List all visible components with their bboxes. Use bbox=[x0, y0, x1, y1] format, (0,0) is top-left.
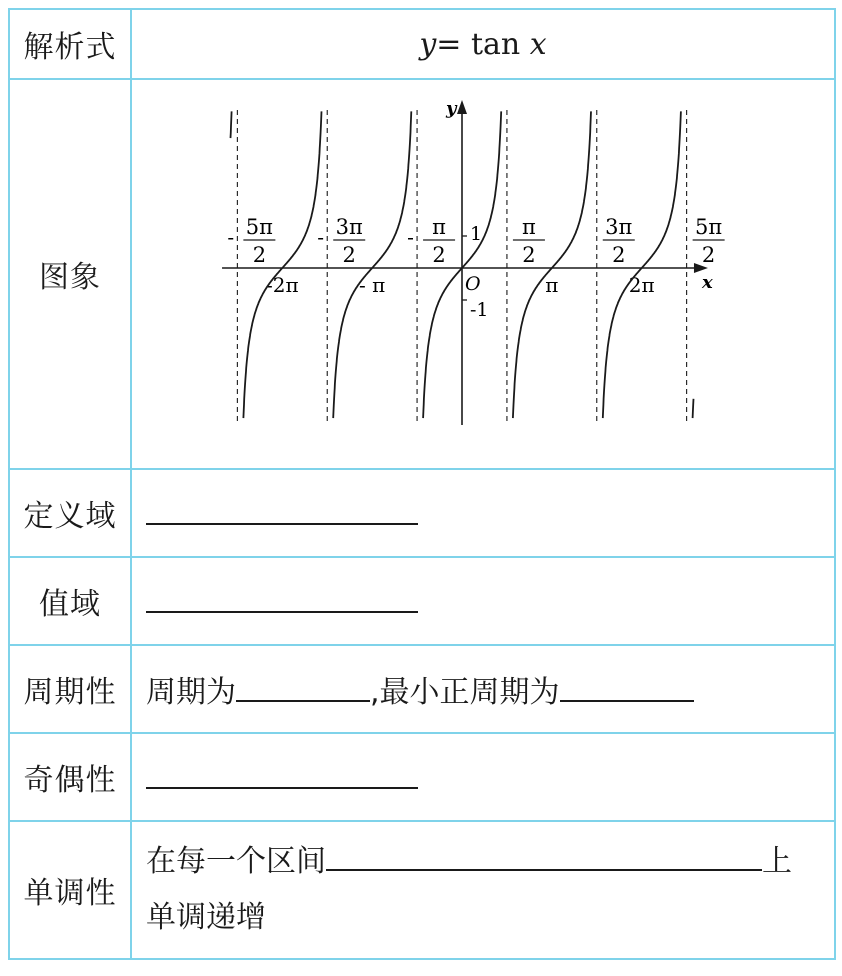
asymptote-label-den: 2 bbox=[342, 243, 356, 267]
formula-y: y bbox=[419, 26, 437, 62]
range-cell bbox=[131, 557, 835, 645]
period-cell bbox=[131, 645, 835, 733]
label-period: 周期性 bbox=[9, 645, 131, 733]
asymptote-label-sign: - bbox=[227, 225, 235, 249]
y-tick-label: 1 bbox=[470, 223, 483, 245]
period-blank[interactable] bbox=[236, 670, 370, 702]
range-blank[interactable] bbox=[146, 581, 418, 613]
asymptote-label-den: 2 bbox=[432, 243, 446, 267]
min-period-blank[interactable] bbox=[560, 670, 694, 702]
row-formula bbox=[9, 9, 835, 79]
asymptote-label-num: 5π bbox=[695, 215, 723, 239]
graph-cell bbox=[131, 79, 835, 469]
mono-text-1: 在每一个区间 bbox=[146, 844, 326, 879]
label-range: 值域 bbox=[9, 557, 131, 645]
domain-blank[interactable] bbox=[146, 493, 418, 525]
asymptote-label-num: 3π bbox=[335, 215, 363, 239]
asymptote-label-den: 2 bbox=[701, 243, 716, 267]
parity-cell bbox=[131, 733, 835, 821]
x-tick-label: - π bbox=[359, 273, 386, 297]
row-parity bbox=[9, 733, 835, 821]
row-range bbox=[9, 557, 835, 645]
row-domain bbox=[9, 469, 835, 557]
label-domain: 定义域 bbox=[9, 469, 131, 557]
domain-cell bbox=[131, 469, 835, 557]
x-tick-label: -2π bbox=[265, 273, 299, 297]
y-axis-label: y bbox=[446, 98, 457, 119]
period-text-2: ,最小正周期为 bbox=[370, 675, 560, 710]
tan-branch bbox=[231, 111, 232, 138]
asymptote-label-num: 5π bbox=[245, 215, 273, 239]
tangent-properties-table bbox=[8, 8, 836, 960]
asymptote-label-num: π bbox=[522, 215, 536, 239]
asymptote-label-den: 2 bbox=[252, 243, 267, 267]
parity-blank[interactable] bbox=[146, 757, 418, 789]
row-graph bbox=[9, 79, 835, 469]
origin-label: O bbox=[465, 273, 481, 295]
label-formula: 解析式 bbox=[9, 9, 131, 79]
y-tick-label: -1 bbox=[470, 299, 489, 321]
monotonicity-cell bbox=[131, 821, 835, 959]
label-parity: 奇偶性 bbox=[9, 733, 131, 821]
asymptote-label-sign: - bbox=[317, 225, 325, 249]
x-axis-label: x bbox=[701, 272, 713, 293]
asymptote-label-num: 3π bbox=[605, 215, 633, 239]
label-monotonicity: 单调性 bbox=[9, 821, 131, 959]
asymptote-label-num: π bbox=[432, 215, 446, 239]
label-graph: 图象 bbox=[9, 79, 131, 469]
formula-value bbox=[131, 9, 835, 79]
row-period bbox=[9, 645, 835, 733]
x-tick-label: π bbox=[545, 273, 559, 297]
asymptote-label-sign: - bbox=[407, 225, 414, 249]
asymptote-label-den: 2 bbox=[522, 243, 536, 267]
formula-x: x bbox=[529, 26, 547, 62]
formula-tan: = tan bbox=[436, 26, 530, 62]
row-monotonicity bbox=[9, 821, 835, 959]
tan-graph bbox=[132, 80, 836, 460]
mono-interval-blank[interactable] bbox=[326, 839, 762, 871]
asymptote-label-den: 2 bbox=[612, 243, 626, 267]
mono-text-2: 上 bbox=[762, 844, 792, 879]
period-text-1: 周期为 bbox=[146, 675, 236, 710]
mono-text-3: 单调递增 bbox=[146, 900, 266, 935]
x-tick-label: 2π bbox=[628, 273, 655, 297]
tan-branch bbox=[693, 399, 694, 418]
